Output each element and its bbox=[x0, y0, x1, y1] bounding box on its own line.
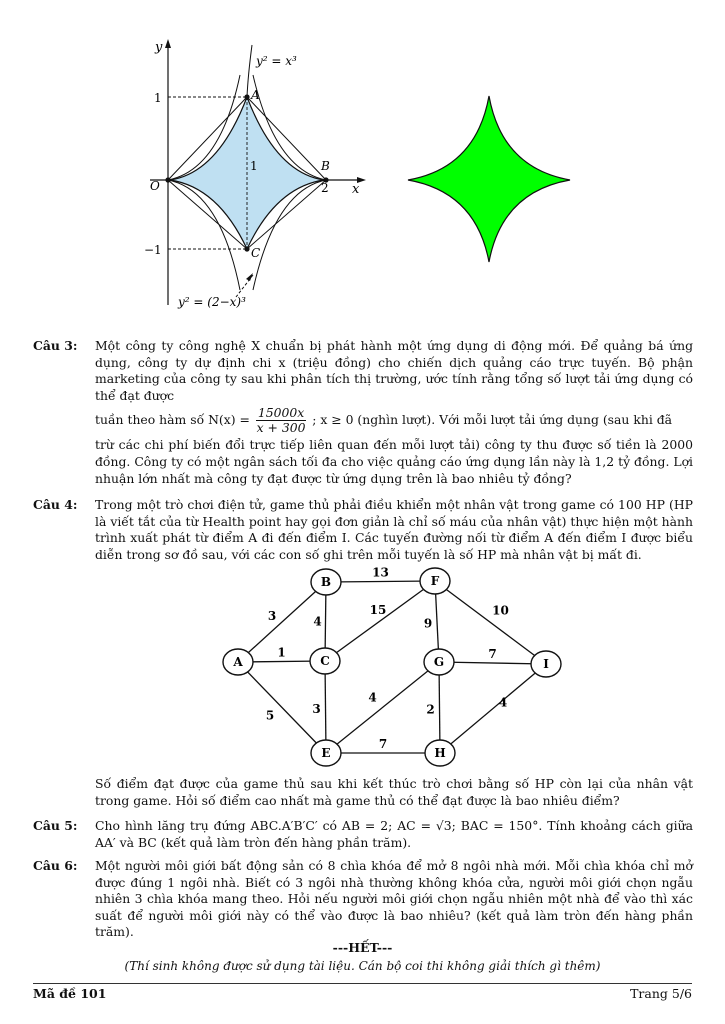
edge-C-F bbox=[325, 581, 435, 661]
footer-divider bbox=[33, 983, 692, 984]
route-graph bbox=[215, 563, 565, 773]
point-C bbox=[244, 246, 249, 251]
curve2-label: y² = (2−x)³ bbox=[178, 295, 246, 309]
edge-weight-F-G: 9 bbox=[423, 616, 433, 631]
question-5 bbox=[33, 818, 693, 851]
edge-weight-A-C: 1 bbox=[277, 645, 286, 660]
edge-H-I bbox=[440, 664, 546, 753]
question-6 bbox=[33, 858, 693, 941]
q3-text-1: Một công ty công nghệ X chuẩn bị phát hành một ứng dụng di động mới. Để quảng bá ứng dụng, công ty dự định chi x (triệu đồng) cho chiến dịch quảng cáo trực tuyến. Bộ phận marketing của công ty sau khi phân tích thị trường, ước tính rằng tổng số lượt tải ứng dụng có thể đạt được bbox=[95, 338, 693, 403]
label-O: O bbox=[150, 179, 160, 193]
edge-weight-E-G: 4 bbox=[368, 690, 377, 705]
edge-weight-A-E: 5 bbox=[265, 708, 275, 723]
q4-text: Trong một trò chơi điện tử, game thủ phải điều khiển một nhân vật trong game có 100 HP (HP là viết tắt của từ Health point hay gọi đơn giản là chỉ số máu của nhân vật) thực hiện một hành trình xuất phát từ điểm A đi đến điểm I. Các tuyến đường nối từ điểm A đến điểm I được biểu diễn trong sơ đồ sau, với các con số ghi trên mỗi tuyến là số HP mà nhân vật bị mất đi. bbox=[95, 497, 693, 562]
edge-weight-F-I: 10 bbox=[492, 603, 509, 618]
edge-weight-C-E: 3 bbox=[312, 702, 321, 716]
edge-weight-E-H: 7 bbox=[378, 737, 388, 751]
point-O bbox=[165, 177, 170, 182]
edge-B-F bbox=[326, 581, 435, 582]
node-label-B: B bbox=[320, 575, 332, 589]
tick-neg1: −1 bbox=[144, 243, 162, 257]
q5-label: Câu 5: bbox=[33, 818, 78, 833]
point-A bbox=[244, 94, 249, 99]
node-label-E: E bbox=[321, 746, 331, 760]
q4-label: Câu 4: bbox=[33, 497, 78, 512]
question-4-followup bbox=[33, 776, 693, 809]
q6-text: Một người môi giới bất động sản có 8 chìa khóa để mở 8 ngôi nhà mới. Mỗi chìa khóa chỉ mở được đúng 1 ngôi nhà. Biết có 3 ngôi nhà thường không khóa cửa, người môi giới chọn ngẫu nhiên 3 chìa khóa mang theo. Hỏi nếu người môi giới chọn ngẫu nhiên một nhà để vào thì xác suất để người môi giới này có thể vào được là bao nhiêu? (kết quả làm tròn đến hàng phần trăm). bbox=[95, 858, 693, 940]
node-label-F: F bbox=[430, 574, 440, 588]
label-B: B bbox=[321, 159, 330, 173]
y-axis-arrow-icon bbox=[165, 39, 171, 48]
tick-1: 1 bbox=[154, 91, 162, 105]
q3-text-2: trừ các chi phí biến đổi trực tiếp liên quan đến mỗi lượt tải) công ty thu được số tiền là 2000 đồng. Công ty có một ngân sách tối đa cho việc quảng cáo ứng dụng lần này là 1,2 tỷ đồng. Lợi nhuận lớn nhất mà công ty đạt được từ ứng dụng trên là bao nhiêu tỷ đồng? bbox=[95, 437, 693, 486]
edge-G-I bbox=[439, 662, 546, 664]
q3-pre-formula: tuần theo hàm số N(x) = bbox=[95, 412, 250, 428]
label-C: C bbox=[251, 246, 261, 260]
node-label-A: A bbox=[233, 655, 243, 669]
question-3 bbox=[33, 338, 693, 487]
exam-code: Mã đề 101 bbox=[33, 986, 107, 1001]
curve1-label: y² = x³ bbox=[256, 54, 297, 68]
edge-weight-A-B: 3 bbox=[267, 609, 277, 623]
edge-weight-G-I: 7 bbox=[488, 647, 497, 661]
q6-label: Câu 6: bbox=[33, 858, 78, 873]
edge-weight-C-F: 15 bbox=[369, 603, 387, 617]
edge-weight-H-I: 4 bbox=[498, 695, 508, 710]
end-note: (Thí sinh không được sử dụng tài liệu. Cán bộ coi thi không giải thích gì thêm) bbox=[124, 959, 601, 973]
x-axis-label: x bbox=[352, 182, 360, 197]
edge-C-E bbox=[325, 661, 326, 753]
end-title: ---HẾT--- bbox=[332, 940, 393, 955]
label-A: A bbox=[251, 88, 260, 102]
q5-text: Cho hình lăng trụ đứng ABC.A′B′C′ có AB = 2; AC = √3; BAC = 150°. Tính khoảng cách giữa AA′ và BC (kết quả làm tròn đến hàng phần trăm). bbox=[95, 818, 693, 850]
center-label-1: 1 bbox=[250, 159, 258, 173]
q3-label: Câu 3: bbox=[33, 338, 78, 353]
q4-after-text: Số điểm đạt được của game thủ sau khi kết thúc trò chơi bằng số HP còn lại của nhân vật trong game. Hỏi số điểm cao nhất mà game thủ có thể đạt được là bao nhiêu điểm? bbox=[95, 776, 693, 808]
green-astroid bbox=[400, 90, 580, 270]
node-label-G: G bbox=[433, 655, 445, 669]
edge-weight-B-C: 4 bbox=[313, 614, 322, 629]
question-4 bbox=[33, 497, 693, 563]
edge-weight-B-F: 13 bbox=[372, 565, 389, 580]
tick-2: 2 bbox=[321, 181, 329, 195]
q3-frac-den: x + 300 bbox=[256, 420, 306, 436]
q3-fraction bbox=[256, 406, 306, 435]
edge-weight-G-H: 2 bbox=[426, 702, 435, 717]
node-label-I: I bbox=[543, 657, 549, 671]
q3-post-formula: ; x ≥ 0 (nghìn lượt). Với mỗi lượt tải ứng dụng (sau khi đã bbox=[312, 412, 673, 428]
curves-figure bbox=[140, 35, 380, 320]
page-number: Trang 5/6 bbox=[630, 986, 692, 1001]
node-label-C: C bbox=[320, 654, 330, 668]
node-label-H: H bbox=[434, 746, 446, 760]
y-axis-label: y bbox=[155, 40, 163, 55]
q3-frac-num: 15000x bbox=[257, 405, 305, 421]
astroid-shape bbox=[408, 96, 570, 262]
